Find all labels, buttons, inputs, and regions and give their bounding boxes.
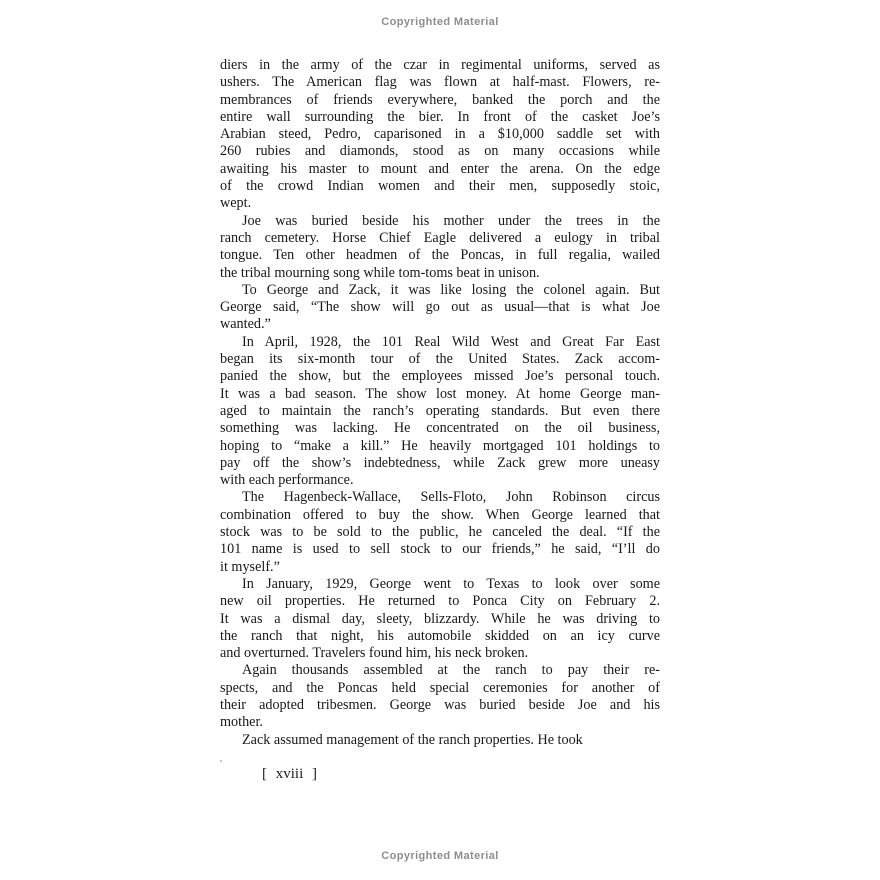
text-line: It was a bad season. The show lost money. At home George man-: [220, 385, 660, 402]
text-line: hoping to “make a kill.” He heavily mortgaged 101 holdings to: [220, 437, 660, 454]
text-line: their adopted tribesmen. George was buried beside Joe and his: [220, 696, 660, 713]
body-text: [220, 57, 660, 749]
text-line: Zack assumed management of the ranch properties. He took: [242, 731, 583, 748]
text-line: and overturned. Travelers found him, his neck broken.: [220, 645, 529, 662]
text-line: In April, 1928, the 101 Real Wild West and Great Far East: [242, 333, 660, 350]
text-line: Again thousands assembled at the ranch to pay their re-: [242, 662, 660, 679]
text-line: ushers. The American flag was flown at half-mast. Flowers, re-: [220, 74, 660, 91]
text-line: 101 name is used to sell stock to our friends,” he said, “I’ll do: [220, 541, 660, 558]
text-line: the tribal mourning song while tom-toms beat in unison.: [220, 264, 540, 281]
text-line: aged to maintain the ranch’s operating standards. But even there: [220, 402, 660, 419]
text-line: spects, and the Poncas held special ceremonies for another of: [220, 679, 660, 696]
text-line: mother.: [220, 714, 263, 731]
text-line: awaiting his master to mount and enter the arena. On the edge: [220, 160, 660, 177]
text-line: Joe was buried beside his mother under the trees in the: [242, 212, 660, 229]
text-line: with each performance.: [220, 472, 354, 489]
text-line: it myself.”: [220, 558, 280, 575]
text-line: Arabian steed, Pedro, caparisoned in a $10,000 saddle set with: [220, 126, 660, 143]
text-line: new oil properties. He returned to Ponca City on February 2.: [220, 593, 660, 610]
text-line: It was a dismal day, sleety, blizzardy. While he was driving to: [220, 610, 660, 627]
text-line: wept.: [220, 195, 252, 212]
copyright-notice-top: Copyrighted Material: [381, 16, 499, 28]
text-line: stock was to be sold to the public, he canceled the deal. “If the: [220, 524, 660, 541]
copyright-notice-bottom: Copyrighted Material: [381, 850, 499, 862]
text-line: pay off the show’s indebtedness, while Zack grew more uneasy: [220, 454, 660, 471]
text-line: the ranch that night, his automobile skidded on an icy curve: [220, 627, 660, 644]
text-line: of the crowd Indian women and their men, supposedly stoic,: [220, 178, 660, 195]
text-line: wanted.”: [220, 316, 271, 333]
text-line: The Hagenbeck-Wallace, Sells-Floto, John Robinson circus: [242, 489, 660, 506]
text-line: ranch cemetery. Horse Chief Eagle delivered a eulogy in tribal: [220, 229, 660, 246]
text-line: something was lacking. He concentrated on the oil business,: [220, 420, 660, 437]
text-line: membrances of friends everywhere, banked the porch and the: [220, 91, 660, 108]
text-line: entire wall surrounding the bier. In front of the casket Joe’s: [220, 108, 660, 125]
text-line: In January, 1929, George went to Texas to look over some: [242, 575, 660, 592]
scan-speck: [220, 760, 222, 762]
text-line: panied the show, but the employees missed Joe’s personal touch.: [220, 368, 660, 385]
page-number: [ xviii ]: [262, 766, 317, 782]
text-line: To George and Zack, it was like losing the colonel again. But: [242, 281, 660, 298]
text-line: tongue. Ten other headmen of the Poncas, in full regalia, wailed: [220, 247, 660, 264]
text-line: combination offered to buy the show. When George learned that: [220, 506, 660, 523]
text-line: began its six-month tour of the United States. Zack accom-: [220, 351, 660, 368]
text-line: 260 rubies and diamonds, stood as on many occasions while: [220, 143, 660, 160]
text-line: George said, “The show will go out as usual—that is what Joe: [220, 299, 660, 316]
text-line: diers in the army of the czar in regimental uniforms, served as: [220, 57, 660, 73]
